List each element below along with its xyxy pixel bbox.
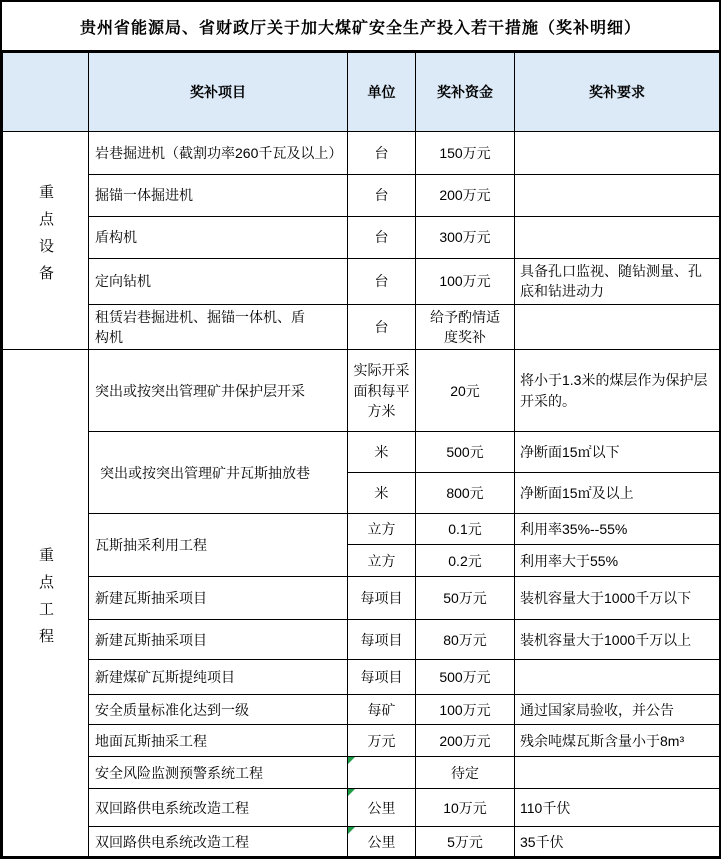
project-text: 突出或按突出管理矿井保护层开采 — [95, 382, 305, 399]
error-triangle-icon — [348, 789, 355, 796]
cell-unit[interactable] — [348, 725, 416, 757]
unit-text: 米 — [374, 485, 389, 502]
fund-text: 200万元 — [439, 187, 491, 204]
cell-unit[interactable] — [348, 695, 416, 725]
project-text: 岩巷掘进机（截割功率260千瓦及以上） — [95, 144, 343, 161]
cell-project[interactable] — [89, 827, 348, 857]
cell-fund[interactable] — [416, 620, 515, 660]
fund-text: 800元 — [446, 485, 484, 502]
project-text: 掘锚一体掘进机 — [95, 187, 193, 204]
unit-text: 每项目 — [360, 590, 403, 607]
error-triangle-icon — [348, 827, 355, 834]
header-fund[interactable]: 奖补资金 — [416, 53, 515, 132]
category-key-projects[interactable] — [3, 350, 89, 857]
cell-fund[interactable] — [416, 304, 515, 350]
cell-unit[interactable] — [348, 432, 416, 473]
cell-requirement[interactable] — [515, 827, 720, 857]
cell-unit[interactable] — [348, 350, 416, 432]
cell-unit[interactable] — [348, 827, 416, 857]
unit-text: 米 — [374, 444, 389, 461]
requirement-text: 利用率大于55% — [520, 552, 619, 569]
cell-fund[interactable] — [416, 827, 515, 857]
cell-requirement[interactable] — [515, 725, 720, 757]
cell-requirement[interactable] — [515, 473, 720, 514]
cell-requirement[interactable] — [515, 217, 720, 259]
table-row — [3, 304, 720, 350]
subsidy-table — [2, 52, 720, 857]
table-row — [3, 660, 720, 695]
cell-project[interactable] — [89, 725, 348, 757]
project-text: 安全质量标准化达到一级 — [95, 701, 249, 718]
project-text: 双回路供电系统改造工程 — [95, 833, 249, 850]
fund-text: 50万元 — [443, 590, 487, 607]
category-label: 重点工程 — [37, 546, 54, 655]
table-row — [3, 695, 720, 725]
cell-fund[interactable] — [416, 432, 515, 473]
unit-text: 台 — [374, 273, 389, 290]
unit-text: 每矿 — [367, 701, 396, 718]
cell-fund[interactable] — [416, 473, 515, 514]
requirement-text: 利用率35%--55% — [520, 521, 628, 538]
cell-unit[interactable] — [348, 577, 416, 620]
cell-fund[interactable] — [416, 545, 515, 577]
cell-project[interactable] — [89, 789, 348, 827]
unit-text: 万元 — [367, 732, 396, 749]
cell-fund[interactable] — [416, 132, 515, 175]
fund-text: 待定 — [451, 764, 479, 781]
cell-fund[interactable] — [416, 660, 515, 695]
table-row — [3, 514, 720, 545]
cell-project[interactable] — [89, 132, 348, 175]
cell-requirement[interactable] — [515, 432, 720, 473]
cell-fund[interactable] — [416, 175, 515, 217]
category-key-equipment[interactable] — [3, 132, 89, 350]
cell-fund[interactable] — [416, 350, 515, 432]
requirement-text: 具备孔口监视、随钻测量、孔底和钻进动力 — [520, 263, 702, 300]
unit-text: 台 — [374, 187, 389, 204]
cell-project[interactable] — [89, 175, 348, 217]
table-row — [3, 350, 720, 432]
requirement-text: 装机容量大于1000千万以上 — [520, 631, 692, 648]
cell-unit[interactable] — [348, 473, 416, 514]
cell-requirement[interactable] — [515, 620, 720, 660]
cell-requirement[interactable] — [515, 350, 720, 432]
unit-text: 立方 — [367, 521, 396, 538]
cell-unit[interactable] — [348, 259, 416, 305]
requirement-text: 通过国家局验收，并公告 — [520, 701, 674, 718]
cell-project[interactable] — [89, 620, 348, 660]
requirement-text: 35千伏 — [520, 833, 564, 850]
cell-requirement[interactable] — [515, 789, 720, 827]
cell-project[interactable] — [89, 757, 348, 789]
cell-requirement[interactable] — [515, 695, 720, 725]
cell-unit[interactable] — [348, 757, 416, 789]
unit-text: 立方 — [367, 552, 396, 569]
header-category[interactable] — [3, 53, 89, 132]
project-text: 安全风险监测预警系统工程 — [95, 764, 263, 781]
requirement-text: 110千伏 — [520, 799, 571, 816]
cell-fund[interactable] — [416, 789, 515, 827]
cell-unit[interactable] — [348, 217, 416, 259]
cell-requirement[interactable] — [515, 304, 720, 350]
error-triangle-icon — [348, 757, 355, 764]
table-row — [3, 757, 720, 789]
requirement-text: 残余吨煤瓦斯含量小于8m³ — [520, 732, 685, 749]
fund-text: 10万元 — [443, 799, 487, 816]
category-label: 重点设备 — [37, 183, 54, 292]
cell-project[interactable] — [89, 432, 348, 514]
cell-requirement[interactable] — [515, 545, 720, 577]
cell-project[interactable] — [89, 304, 348, 350]
cell-fund[interactable] — [416, 259, 515, 305]
fund-text: 200万元 — [439, 732, 491, 749]
fund-text: 300万元 — [439, 229, 491, 246]
fund-text: 100万元 — [439, 701, 491, 718]
unit-text: 每项目 — [360, 669, 403, 686]
cell-project[interactable] — [89, 514, 348, 577]
header-project[interactable]: 奖补项目 — [89, 53, 348, 132]
project-text: 新建煤矿瓦斯提纯项目 — [95, 669, 235, 686]
cell-requirement[interactable] — [515, 514, 720, 545]
project-text: 盾构机 — [95, 229, 137, 246]
cell-project[interactable] — [89, 350, 348, 432]
cell-fund[interactable] — [416, 757, 515, 789]
table-row — [3, 789, 720, 827]
fund-text: 100万元 — [439, 273, 491, 290]
cell-project[interactable] — [89, 259, 348, 305]
cell-unit[interactable] — [348, 304, 416, 350]
unit-text: 台 — [374, 144, 389, 161]
unit-text: 公里 — [367, 833, 396, 850]
cell-project[interactable] — [89, 695, 348, 725]
table-row — [3, 432, 720, 473]
unit-text: 每项目 — [360, 631, 403, 648]
cell-project[interactable] — [89, 577, 348, 620]
table-title: 贵州省能源局、省财政厅关于加大煤矿安全生产投入若干措施（奖补明细） — [2, 2, 719, 52]
fund-text: 0.2元 — [448, 552, 482, 569]
fund-text: 500万元 — [439, 669, 491, 686]
project-text: 地面瓦斯抽采工程 — [95, 732, 207, 749]
requirement-text: 将小于1.3米的煤层作为保护层开采的。 — [520, 372, 708, 409]
cell-fund[interactable] — [416, 577, 515, 620]
table-row — [3, 827, 720, 857]
cell-requirement[interactable] — [515, 132, 720, 175]
cell-unit[interactable] — [348, 132, 416, 175]
header-unit[interactable]: 单位 — [348, 53, 416, 132]
project-text: 双回路供电系统改造工程 — [95, 799, 249, 816]
cell-unit[interactable] — [348, 175, 416, 217]
project-text: 突出或按突出管理矿井瓦斯抽放巷 — [100, 464, 310, 481]
unit-text: 台 — [374, 229, 389, 246]
cell-requirement[interactable] — [515, 577, 720, 620]
cell-unit[interactable] — [348, 660, 416, 695]
cell-requirement[interactable] — [515, 757, 720, 789]
requirement-text: 净断面15㎡以下 — [520, 444, 620, 461]
requirement-text: 装机容量大于1000千万以下 — [520, 590, 692, 607]
table-row — [3, 259, 720, 305]
cell-project[interactable] — [89, 660, 348, 695]
cell-fund[interactable] — [416, 725, 515, 757]
table-row — [3, 725, 720, 757]
unit-text: 公里 — [367, 799, 396, 816]
fund-text: 5万元 — [447, 833, 483, 850]
table-row — [3, 577, 720, 620]
project-text: 定向钻机 — [95, 273, 151, 290]
requirement-text: 净断面15㎡及以上 — [520, 485, 634, 502]
project-text: 新建瓦斯抽采项目 — [95, 631, 207, 648]
unit-text: 台 — [374, 318, 389, 335]
cell-unit[interactable] — [348, 514, 416, 545]
fund-text: 0.1元 — [448, 521, 482, 538]
table-row — [3, 620, 720, 660]
project-text: 新建瓦斯抽采项目 — [95, 590, 207, 607]
cell-fund[interactable] — [416, 217, 515, 259]
fund-text: 给予酌情适度奖补 — [430, 308, 500, 345]
fund-text: 150万元 — [439, 144, 491, 161]
unit-text: 实际开采面积每平方米 — [353, 362, 410, 419]
table-row — [3, 132, 720, 175]
cell-unit[interactable] — [348, 620, 416, 660]
project-text: 瓦斯抽采利用工程 — [95, 537, 207, 554]
cell-fund[interactable] — [416, 514, 515, 545]
fund-text: 500元 — [446, 444, 484, 461]
table-row — [3, 217, 720, 259]
cell-requirement[interactable] — [515, 660, 720, 695]
project-text: 租赁岩巷掘进机、掘锚一体机、盾构机 — [95, 308, 305, 345]
cell-requirement[interactable] — [515, 175, 720, 217]
cell-requirement[interactable] — [515, 259, 720, 305]
cell-unit[interactable] — [348, 789, 416, 827]
cell-unit[interactable] — [348, 545, 416, 577]
table-row — [3, 175, 720, 217]
header-requirement[interactable]: 奖补要求 — [515, 53, 720, 132]
cell-fund[interactable] — [416, 695, 515, 725]
cell-project[interactable] — [89, 217, 348, 259]
fund-text: 20元 — [450, 382, 480, 399]
fund-text: 80万元 — [443, 631, 487, 648]
